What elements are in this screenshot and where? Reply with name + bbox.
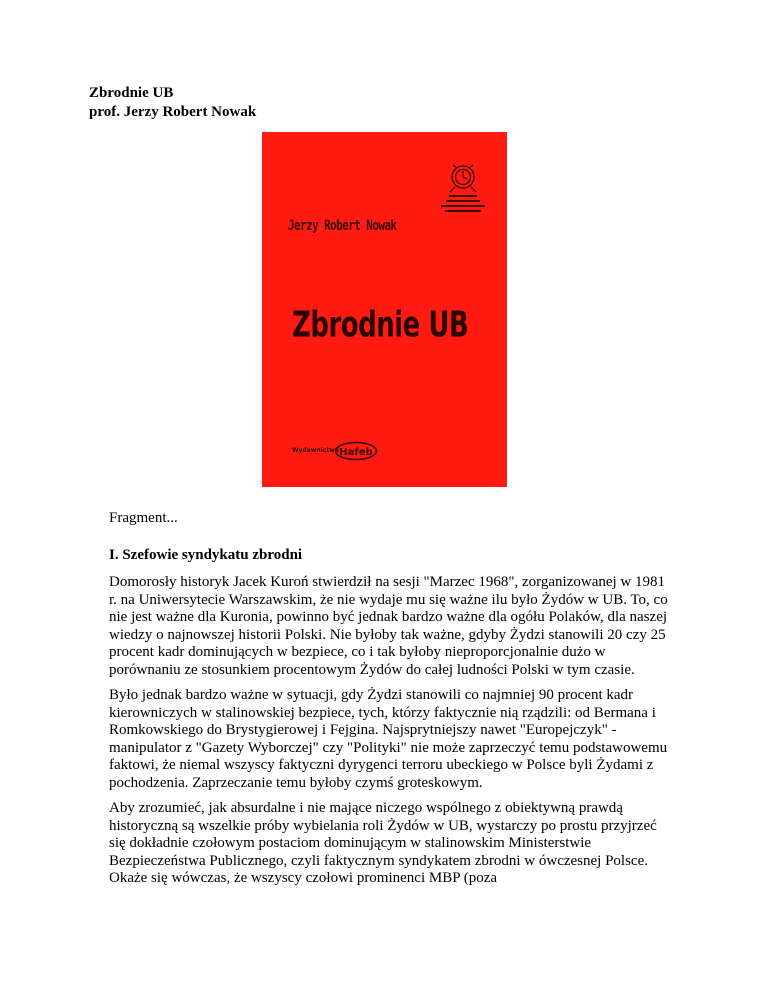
- section-heading: I. Szefowie syndykatu zbrodni: [109, 546, 303, 563]
- paragraph: Domorosły historyk Jacek Kuroń stwierdził na sesji "Marzec 1968", zorganizowanej w 1981 r. na Uniwersytecie Warszawskim, że nie wydaje mu się ważne ilu było Żydów w UB. To, co nie jest ważne dla Kuronia, powinno być jednak bardzo ważne dla ogółu Polaków, dla naszej wiedzy o najnowszej historii Polski. Nie byłoby tak ważne, gdyby Żydzi stanowili 20 czy 25 procent kadr dominujących w bezpiece, co i tak byłoby nieproporcjonalnie dużo w porównaniu ze stosunkiem procentowym Żydów do całej ludności Polski w tym czasie.: [109, 574, 668, 678]
- document-body: [109, 510, 669, 896]
- cover-author: Jerzy Robert Nowak: [288, 217, 397, 234]
- publisher-logo: [334, 441, 378, 461]
- document-header: [89, 84, 256, 122]
- document-title: Zbrodnie UB: [89, 85, 174, 101]
- book-cover: [262, 132, 507, 487]
- publisher-logo-text: Hafeb: [339, 447, 373, 458]
- fragment-label: Fragment...: [109, 510, 178, 526]
- cover-title: Zbrodnie UB: [292, 305, 469, 347]
- publisher-label: Wydawnictwo: [292, 447, 339, 454]
- publisher-mark: [292, 439, 392, 463]
- document-author: prof. Jerzy Robert Nowak: [89, 104, 257, 120]
- library-seal-clock-icon: [419, 160, 503, 224]
- paragraph: Aby zrozumieć, jak absurdalne i nie mające niczego wspólnego z obiektywną prawdą historyczną są wszelkie próby wybielania roli Żydów w UB, wystarczy po prostu przyjrzeć się dokładnie czołowym postaciom dominującym w stalinowskim Ministerstwie Bezpieczeństwa Publicznego, czyli faktycznym syndykatem zbrodni w ówczesnej Polsce. Okaże się wówczas, że wszyscy czołowi prominenci MBP (poza: [109, 800, 657, 886]
- paragraph: Było jednak bardzo ważne w sytuacji, gdy Żydzi stanowili co najmniej 90 procent kadr kierowniczych w stalinowskiej bezpiece, tych, którzy faktycznie nią rządzili: od Bermana i Romkowskiego do Brystygierowej i Fejgina. Najsprytniejszy nawet "Europejczyk" - manipulator z "Gazety Wyborczej" czy "Polityki" nie może zaprzeczyć temu podstawowemu faktowi, że niemal wszyscy faktyczni dyrygenci terroru ubeckiego w Polsce byli Żydami z pochodzenia. Zaprzeczanie temu byłoby czymś groteskowym.: [109, 687, 668, 791]
